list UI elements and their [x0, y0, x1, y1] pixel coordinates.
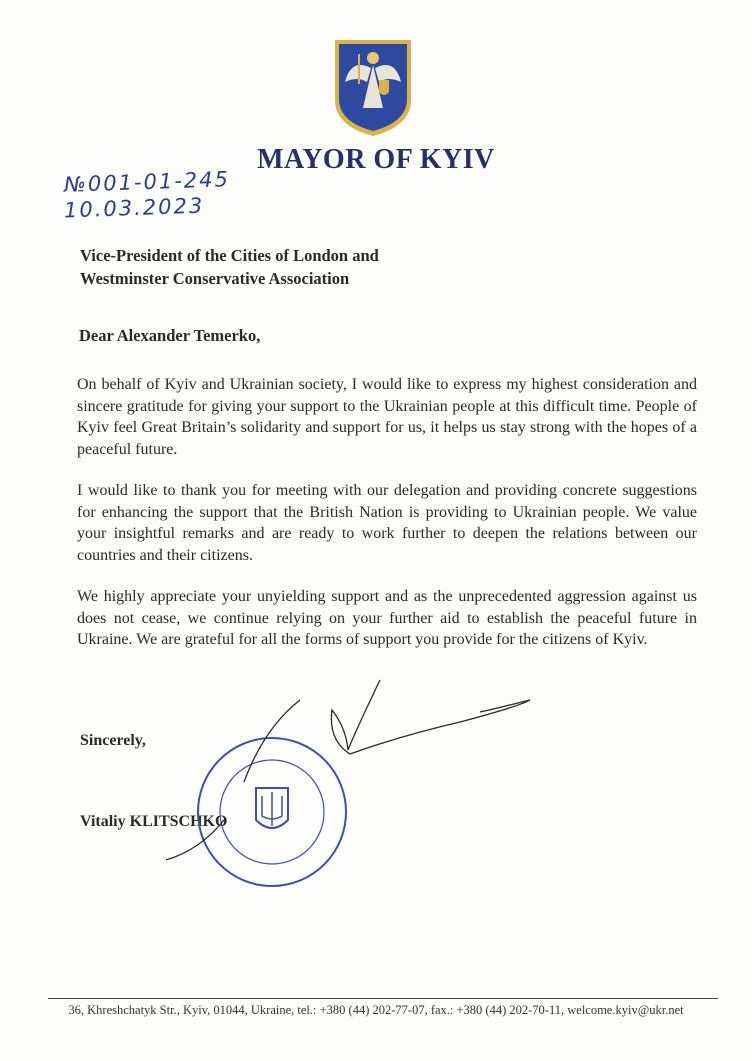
kyiv-coat-of-arms-icon [333, 38, 413, 138]
footer-contact: 36, Khreshchatyk Str., Kyiv, 01044, Ukraine, tel.: +380 (44) 202-77-07, fax.: +380 (44) 202-70-11, welcome.kyiv@ukr.net [68, 1003, 684, 1017]
body-paragraph-1: On behalf of Kyiv and Ukrainian society, I would like to express my highest consideration and sincere gratitude for giving your support to the Ukrainian people at this difficult time. People of Kyiv feel Great Britain’s solidarity and support for us, it helps us stay strong with the hopes of a peaceful future. [77, 376, 697, 458]
handwritten-date: 10.03.2023 [63, 193, 205, 223]
official-stamp-and-signature [160, 670, 560, 900]
footer-divider [48, 998, 718, 999]
salutation: Dear Alexander Temerko, [79, 326, 261, 345]
body-paragraph-2: I would like to thank you for meeting with our delegation and providing concrete suggestions for enhancing the support that the British Nation is providing to Ukrainian people. We value your insightful remarks and are ready to work further to deepen the relations between our countries and their citizens. [77, 482, 697, 564]
signer-name: Vitaliy KLITSCHKO [80, 813, 228, 830]
body-paragraph-3: We highly appreciate your unyielding support and as the unprecedented aggression against us does not cease, we continue relying on your further aid to establish the peaceful future in Ukraine. We are grateful for all the forms of support you provide for the citizens of Kyiv. [77, 588, 697, 648]
recipient-line-1: Vice-President of the Cities of London and [80, 246, 379, 265]
recipient-block [80, 244, 379, 290]
closing: Sincerely, [80, 732, 146, 749]
page-title: MAYOR OF KYIV [257, 144, 495, 175]
signature-strokes [166, 680, 530, 860]
stamp-seal [198, 738, 346, 886]
recipient-line-2: Westminster Conservative Association [80, 269, 350, 288]
handwritten-reference-number: №001-01-245 [63, 167, 231, 197]
